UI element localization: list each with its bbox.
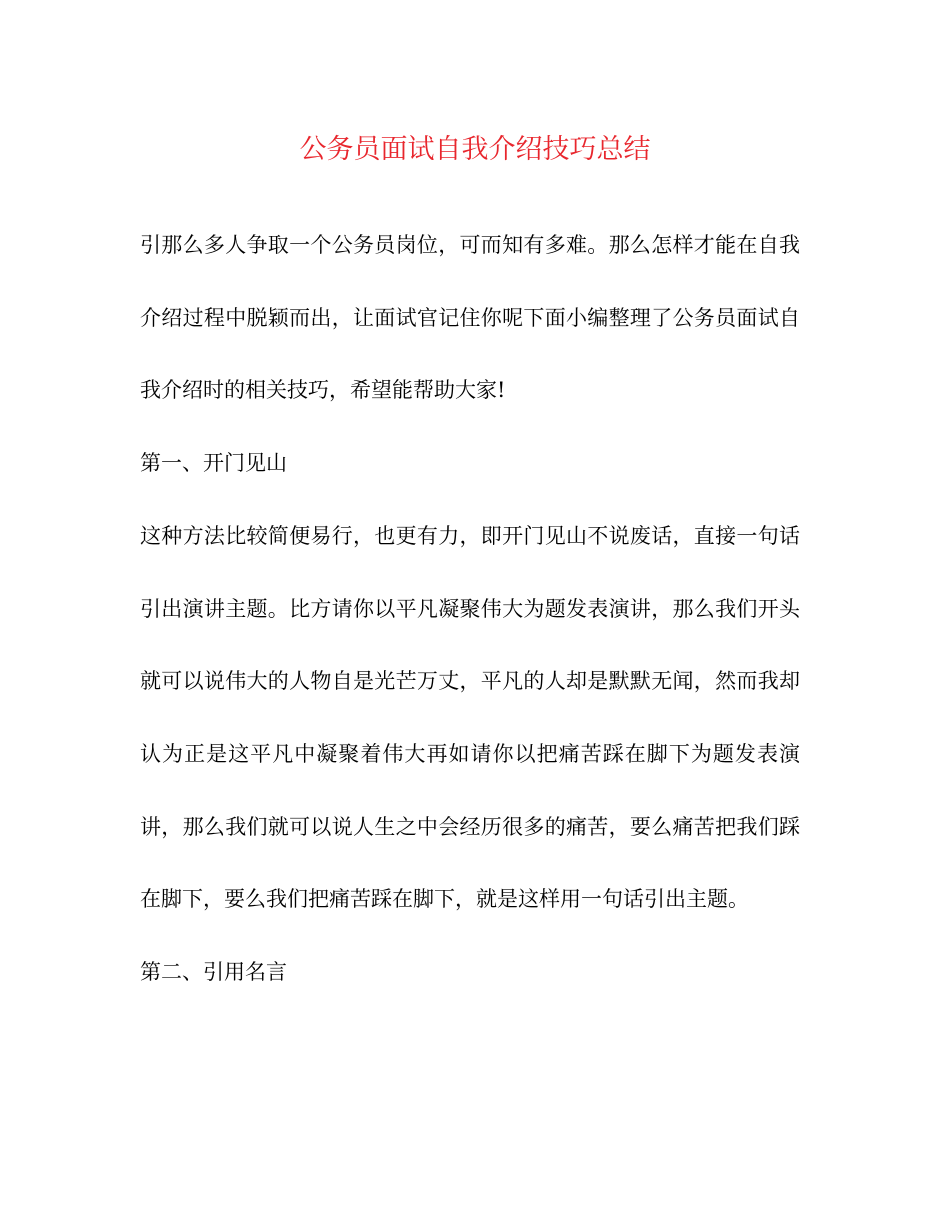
document-title: 公务员面试自我介绍技巧总结 <box>299 134 651 165</box>
intro-paragraph: 引那么多人争取一个公务员岗位，可而知有多难。那么怎样才能在自我介绍过程中脱颖而出，让面试官记住你呢下面小编整理了公务员面试自我介绍时的相关技巧，希望能帮助大家! <box>140 233 800 403</box>
document-body <box>140 209 800 1009</box>
section-1-paragraph: 这种方法比较简便易行，也更有力，即开门见山不说废话，直接一句话引出演讲主题。比方请你以平凡凝聚伟大为题发表演讲，那么我们开头就可以说伟大的人物自是光芒万丈，平凡的人却是默默无闻，然而我却认为正是这平凡中凝聚着伟大再如请你以把痛苦踩在脚下为题发表演讲，那么我们就可以说人生之中会经历很多的痛苦，要么痛苦把我们踩在脚下，要么我们把痛苦踩在脚下，就是这样用一句话引出主题。 <box>140 523 800 912</box>
section-heading-2: 第二、引用名言 <box>140 960 287 985</box>
section-heading-1: 第一、开门见山 <box>140 451 287 476</box>
